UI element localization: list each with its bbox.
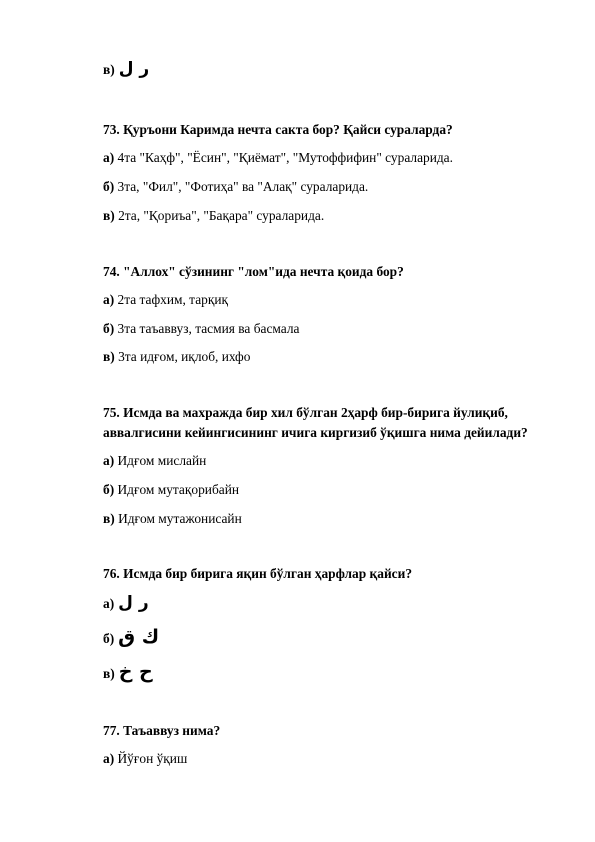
option-text: 3та таъаввуз, тасмия ва басмала xyxy=(117,321,300,336)
q73-option-a xyxy=(103,150,453,166)
option-label: в) xyxy=(103,349,115,364)
q75-question-line1: 75. Исмда ва махражда бир хил бўлган 2ҳарф бир-бирига йулиқиб, xyxy=(103,405,508,420)
q77-question: 77. Таъаввуз нима? xyxy=(103,723,221,738)
option-label: б) xyxy=(103,482,115,497)
q73-option-b xyxy=(103,179,368,195)
q76-option-a xyxy=(103,595,149,612)
q72-option-v xyxy=(103,61,149,78)
option-text: Идғом мислайн xyxy=(117,453,207,468)
option-label: а) xyxy=(103,453,115,468)
option-label: б) xyxy=(103,631,115,646)
option-label: в) xyxy=(103,62,115,77)
arabic-letters: ك ق xyxy=(118,626,160,648)
q73-question: 73. Қуръони Каримда нечта сакта бор? Қайси сураларда? xyxy=(103,122,453,137)
q75-option-b xyxy=(103,482,239,498)
q76-option-v xyxy=(103,661,153,683)
option-label: в) xyxy=(103,208,115,223)
q74-option-b xyxy=(103,321,299,337)
arabic-letters: ر ل xyxy=(118,59,150,79)
option-label: в) xyxy=(103,511,115,526)
q74-option-a xyxy=(103,292,228,308)
arabic-letters: ح خ xyxy=(118,661,153,683)
option-text: 2та, "Қориъа", "Бақара" сураларида. xyxy=(118,208,325,223)
option-text: 2та тафхим, тарқиқ xyxy=(117,292,229,307)
q76-question: 76. Исмда бир бирига яқин бўлган ҳарфлар қайси? xyxy=(103,566,413,581)
option-label: б) xyxy=(103,321,115,336)
q73-option-v xyxy=(103,208,324,224)
option-label: а) xyxy=(103,292,115,307)
q77-option-a xyxy=(103,751,187,767)
option-label: в) xyxy=(103,666,115,681)
q76-option-b xyxy=(103,626,160,648)
q74-question: 74. "Аллох" сўзининг "лом"ида нечта қоида бор? xyxy=(103,264,404,279)
q75-option-a xyxy=(103,453,206,469)
arabic-letters: ر ل xyxy=(118,593,149,613)
option-label: а) xyxy=(103,751,115,766)
option-text: 3та идғом, иқлоб, ихфо xyxy=(118,349,251,364)
option-label: а) xyxy=(103,596,115,611)
option-text: 4та "Каҳф", "Ёсин", "Қиёмат", "Мутоффифин" сураларида. xyxy=(117,150,453,165)
option-label: б) xyxy=(103,179,115,194)
q75-option-v xyxy=(103,511,242,527)
q75-question-line2: аввалгисини кейингисининг ичига киргизиб ўқишга нима дейилади? xyxy=(103,425,528,440)
option-text: Идғом мутақорибайн xyxy=(117,482,240,497)
option-text: Йўғон ўқиш xyxy=(117,751,188,766)
q74-option-v xyxy=(103,349,250,365)
option-text: 3та, "Фил", "Фотиҳа" ва "Алақ" сураларида. xyxy=(117,179,369,194)
option-label: а) xyxy=(103,150,115,165)
option-text: Идғом мутажонисайн xyxy=(118,511,242,526)
